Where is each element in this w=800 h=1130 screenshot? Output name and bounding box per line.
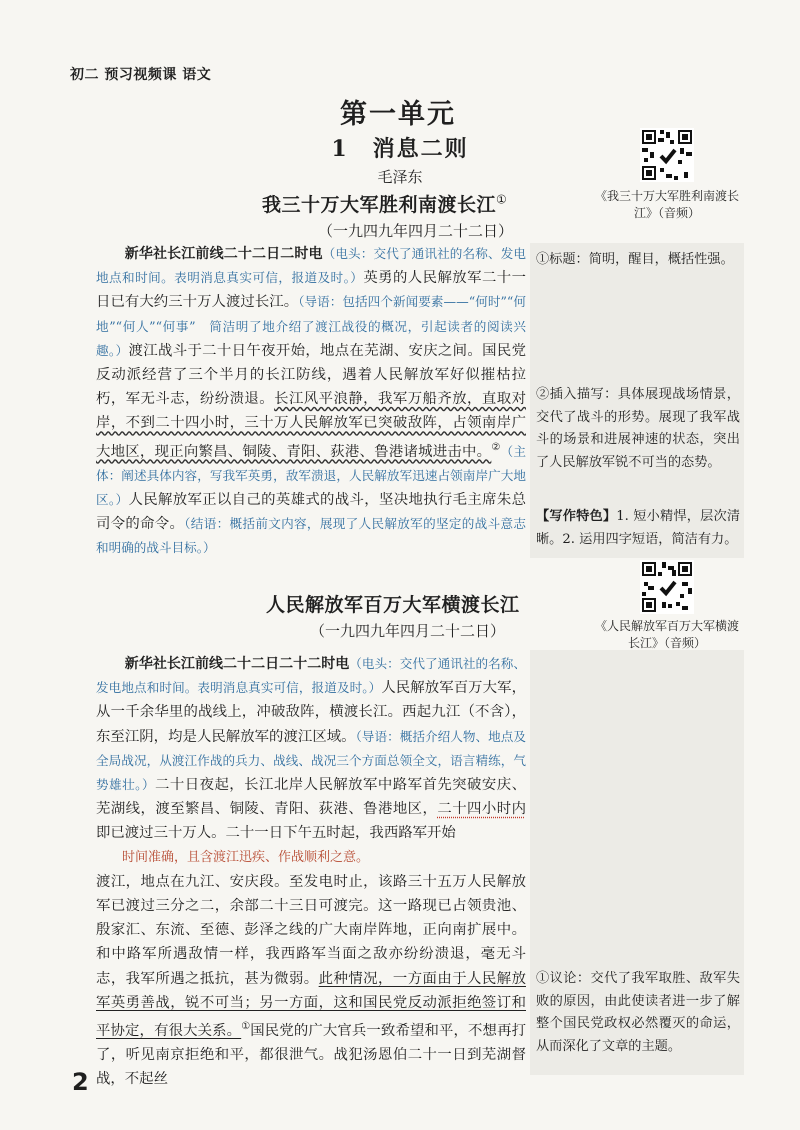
inline-red-note: 时间准确，且含渡江迅疾、作战顺利之意。 [122, 849, 370, 865]
body-text: 渡江，地点在九江、安庆段。至发电时止，该路三十五万人民解放军已渡过三分之二，余部二十三日可渡完。这一路现已占领贵池、殷家汇、东流、至德、彭泽之线的广大南岸阵地，正向南扩展中。和中路军所遇敌情一样，我西路军当面之敌亦纷纷溃退，毫无斗志，我军所遇之抵抗，甚为微弱。 [96, 873, 526, 987]
body-text: 人民解放军正以自己的英雄式的战斗，坚决地执行毛主席朱总司令的命令。 [96, 491, 526, 533]
wavy-underlined-text: 长江风平浪静，我军万船齐放，直取对岸，不到二十四小时，三十万人民解放军已突破敌阵，占领南岸广大地区，现正向繁昌、铜陵、青阳、荻港、鲁港诸城进击中。 [96, 391, 526, 460]
article2-title: 人民解放军百万大军横渡长江 [266, 594, 520, 616]
footnote-mark: ① [496, 192, 508, 207]
paragraph [96, 242, 526, 560]
feature-label: 【写作特色】 [536, 509, 617, 524]
dateline-lead: 新华社长江前线二十二日二时电 [124, 246, 323, 262]
book-header-label: 初二 预习视频课 语文 [70, 67, 212, 83]
sidebar-note: ①议论：交代了我军取胜、敌军失败的原因，由此使读者进一步了解整个国民党政权必然覆灭的命运，从而深化了文章的主题。 [536, 971, 740, 1054]
sidebar-note: ②插入描写：具体展现战场情景，交代了战斗的形势。展现了我军战斗的场景和进展神速的状态，突出了人民解放军锐不可当的态势。 [536, 387, 740, 470]
article1-body [96, 242, 526, 560]
body-text: 二十日夜起，长江北岸人民解放军中路军首先突破安庆、芜湖线，渡至繁昌、铜陵、青阳、荻港、鲁港地区， [96, 777, 526, 818]
annotation: （导语：概括介绍人物、地点及全局战况，从渡江作战的兵力、战线、战况三个方面总领全文，语言精练，气势雄壮。） [96, 728, 526, 793]
body-text: 人民解放军百万大军，从一千余华里的战线上，冲破敌阵，横渡长江。西起九江（不含），东至江阴，均是人民解放军的渡江区域。 [96, 680, 526, 745]
underlined-text: 此种情况，一方面由于人民解放军英勇善战，锐不可当；另一方面，这和国民党反动派拒绝签订和平协定，有很大关系。 [96, 970, 526, 1039]
body-text: 国民党的广大官兵一致希望和平，不想再打了，听见南京拒绝和平，都很泄气。战犯汤恩伯二十一日到芜湖督战，不起丝 [96, 1022, 526, 1088]
qr-caption-article1: 《我三十万大军胜利南渡长江》（音频） [594, 189, 739, 220]
article2-body [96, 652, 526, 1091]
dateline-lead: 新华社长江前线二十二日二十二时电 [124, 656, 350, 672]
article1-title [262, 190, 507, 217]
unit-title: 第一单元 [340, 99, 456, 130]
sidebar-note: ①标题：简明，醒目，概括性强。 [536, 252, 734, 267]
paragraph [96, 652, 526, 846]
annotation: （导语：包括四个新闻要素——“何时”“何地”“何人”“何事” 简洁明了地介绍了渡江战役的概况，引起读者的阅读兴趣。） [96, 294, 526, 358]
feature-text: 1. 短小精悍，层次清晰。2. 运用四字短语，简洁有力。 [536, 509, 741, 547]
body-text: 英勇的人民解放军二十一日已有大约三十万人渡过长江。 [96, 270, 526, 311]
annotation: （电头：交代了通讯社的名称、发电地点和时间。表明消息真实可信，报道及时。） [96, 246, 527, 286]
annotation: （结语：概括前文内容，展现了人民解放军的坚定的战斗意志和明确的战斗目标。） [96, 516, 526, 556]
footnote-mark: ① [241, 1021, 251, 1033]
body-text: 渡江战斗于二十日午夜开始，地点在芜湖、安庆之间。国民党反动派经营了三个半月的长江防线，遇着人民解放军好似摧枯拉朽，军无斗志，纷纷溃退。 [96, 342, 526, 408]
qr-code-icon[interactable] [640, 560, 694, 614]
article2-date: （一九四九年四月二十二日） [310, 622, 506, 640]
qr-caption-article2: 《人民解放军百万大军横渡长江》（音频） [594, 619, 739, 650]
article1-date: （一九四九年四月二十二日） [318, 222, 514, 240]
footnote-mark: ② [491, 441, 501, 453]
paragraph [96, 870, 526, 1092]
page-number: 2 [72, 1068, 89, 1096]
author-name: 毛泽东 [377, 168, 423, 186]
emphasized-text: 二十四小时内 [437, 801, 526, 818]
body-text: 即已渡过三十万人。二十一日下午五时起，我西路军开始 [96, 825, 456, 842]
article1-title-text: 我三十万大军胜利南渡长江 [262, 194, 497, 216]
writing-feature-note [536, 506, 740, 551]
annotation: （主体：阐述具体内容，写我军英勇，敌军溃退，人民解放军迅速占领南岸广大地区。） [96, 443, 526, 507]
qr-code-icon[interactable] [640, 128, 694, 182]
lesson-title: 1 消息二则 [331, 136, 469, 162]
annotation: （电头：交代了通讯社的名称、发电地点和时间。表明消息真实可信，报道及时。） [96, 656, 527, 696]
